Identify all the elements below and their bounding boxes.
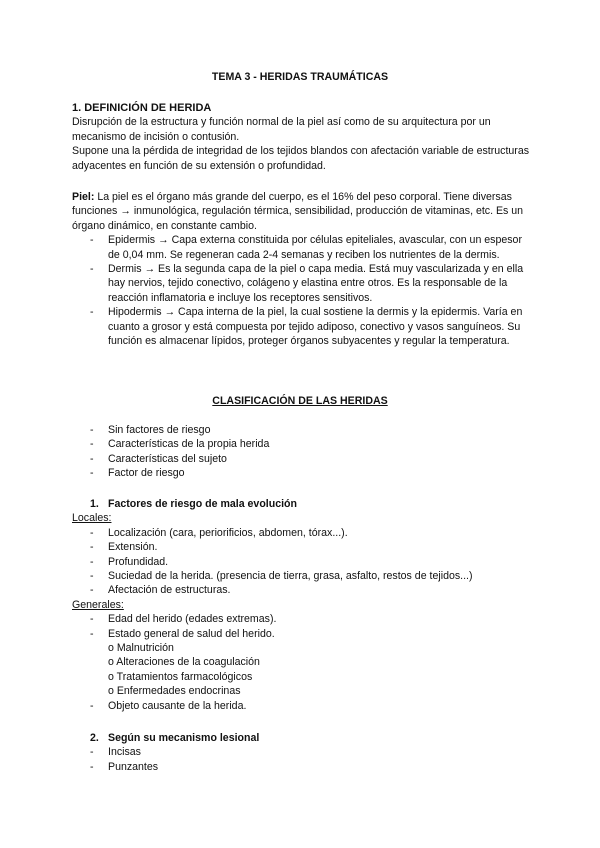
skin-paragraph [72, 190, 532, 233]
sub-item: o Malnutrición [108, 642, 174, 655]
skin-label: Piel: [72, 191, 95, 203]
local-factors-list [72, 526, 532, 598]
list-item: - Factor de riesgo [72, 466, 532, 480]
classification-heading: CLASIFICACIÓN DE LAS HERIDAS [212, 395, 388, 407]
classification-section [72, 423, 532, 481]
list-item: - Punzantes [72, 760, 532, 774]
list-item: - Afectación de estructuras. [72, 583, 532, 597]
classification-list [72, 423, 532, 481]
page-title: TEMA 3 - HERIDAS TRAUMÁTICAS [211, 71, 389, 83]
skin-section [72, 190, 532, 348]
mechanism-heading: 2. Según su mecanismo lesional [90, 732, 260, 744]
sub-item: o Tratamientos farmacológicos [108, 670, 253, 683]
skin-text: La piel es el órgano más grande del cuerpo, es el 16% del peso corporal. Tiene diversas funciones → inmunológica, regulación térmica, sensibilidad, producción de vitaminas, etc. Es un órgano dinámico, en constante cambio. [72, 191, 524, 232]
general-factors-label: Generales: [72, 598, 124, 611]
list-item: - Profundidad. [72, 555, 532, 569]
local-factors-label: Locales: [72, 512, 112, 525]
list-item: - Hipodermis → Capa interna de la piel, la cual sostiene la dermis y la epidermis. Varía en cuanto a grosor y está compuesta por tejido adiposo, conectivo y vasos sanguíneos. Su función es almacenar lípidos, proteger órganos subyacentes y regular la temperatura. [72, 305, 532, 348]
list-item: - Incisas [72, 745, 532, 759]
definition-heading: 1. DEFINICIÓN DE HERIDA [72, 102, 212, 114]
definition-section [72, 101, 532, 173]
risk-factors-section [72, 497, 532, 713]
mechanism-section [72, 731, 532, 774]
list-item: - Suciedad de la herida. (presencia de tierra, grasa, asfalto, restos de tejidos...) [72, 569, 532, 583]
list-item: - Extensión. [72, 540, 532, 554]
list-item: - Objeto causante de la herida. [72, 699, 532, 713]
skin-layers-list [72, 233, 532, 348]
general-factors-list-cont [72, 699, 532, 713]
list-item: - Características del sujeto [72, 452, 532, 466]
list-item: - Sin factores de riesgo [72, 423, 532, 437]
list-item: - Características de la propia herida [72, 437, 532, 451]
sub-item: o Alteraciones de la coagulación [108, 656, 260, 669]
list-item: - Edad del herido (edades extremas). [72, 612, 532, 626]
definition-paragraph-2: Supone una la pérdida de integridad de los tejidos blandos con afectación variable de estructuras adyacentes en función de su extensión o profundidad. [72, 145, 530, 172]
general-factors-list [72, 612, 532, 641]
risk-factors-heading: 1. Factores de riesgo de mala evolución [90, 498, 297, 510]
list-item: - Localización (cara, periorificios, abdomen, tórax...). [72, 526, 532, 540]
definition-paragraph-1: Disrupción de la estructura y función normal de la piel así como de su arquitectura por un mecanismo de incisión o contusión. [72, 116, 491, 143]
sub-item: o Enfermedades endocrinas [108, 685, 241, 698]
mechanism-list [72, 745, 532, 774]
list-item: - Epidermis → Capa externa constituida por células epiteliales, avascular, con un espesor de 0,04 mm. Se regeneran cada 2-4 semanas y reciben los nutrientes de la dermis. [72, 233, 532, 262]
list-item: - Estado general de salud del herido. [72, 627, 532, 641]
list-item: - Dermis → Es la segunda capa de la piel o capa media. Está muy vascularizada y en ella hay nervios, tejido conectivo, colágeno y elastina entre otros. Es la responsable de la reacción inflamatoria e incluye los receptores sensitivos. [72, 262, 532, 305]
